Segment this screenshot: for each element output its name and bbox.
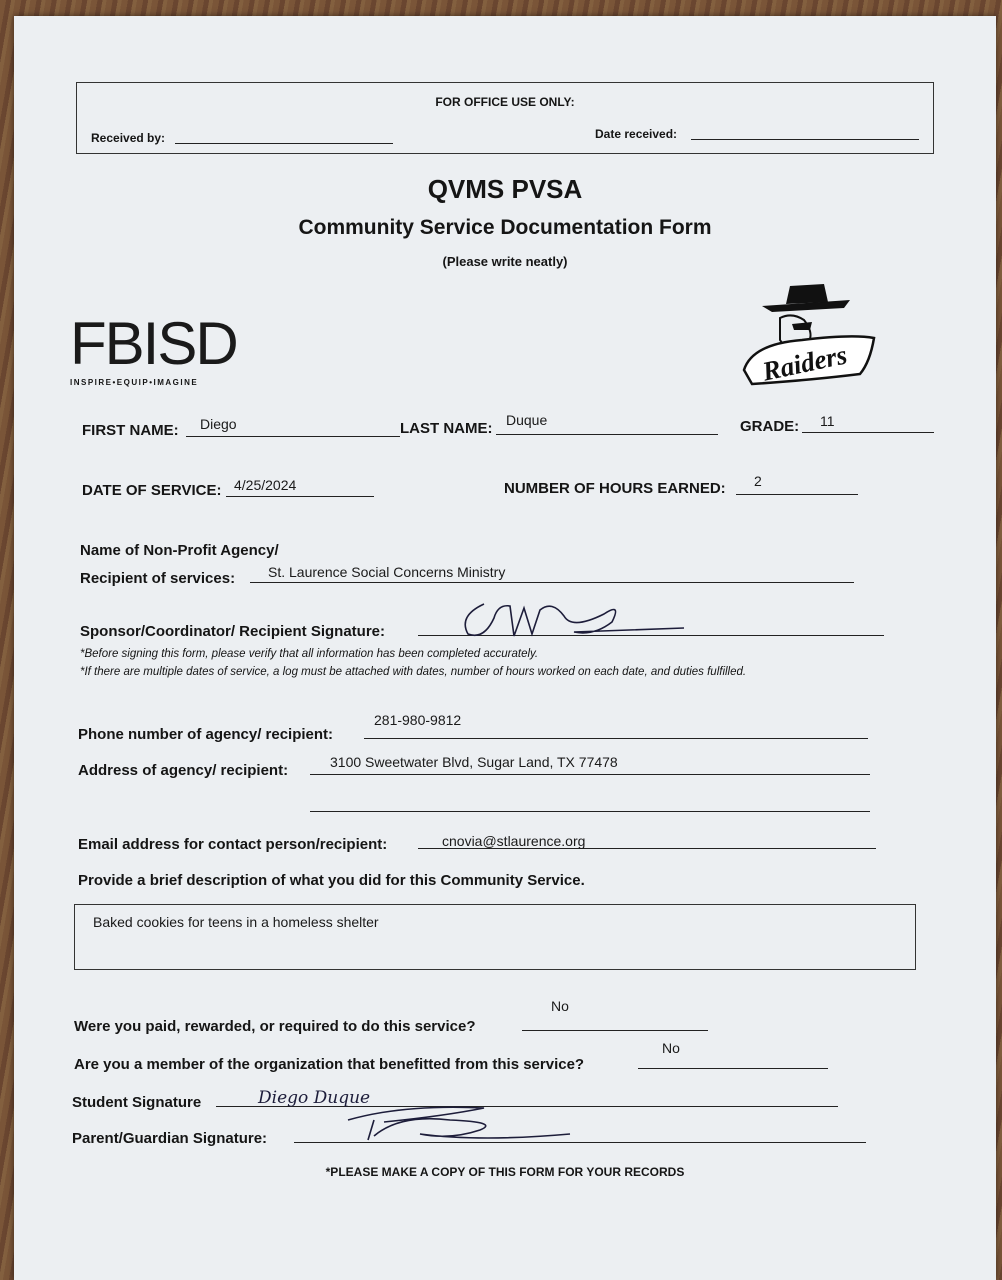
address-value[interactable]: 3100 Sweetwater Blvd, Sugar Land, TX 77478 <box>330 754 618 770</box>
description-value: Baked cookies for teens in a homeless shelter <box>93 914 379 930</box>
agency-name-value[interactable]: St. Laurence Social Concerns Ministry <box>268 564 506 580</box>
received-by-line[interactable] <box>175 143 393 144</box>
date-received-label: Date received: <box>595 127 678 141</box>
multiple-dates-note: *If there are multiple dates of service, a log must be attached with dates, number of hours worked on each date, and duties fulfilled. <box>80 666 747 678</box>
grade-label: GRADE: <box>740 418 800 435</box>
address-label: Address of agency/ recipient: <box>78 762 289 779</box>
agency-name-label-2: Recipient of services: <box>80 570 236 587</box>
raiders-mascot-logo <box>732 278 882 388</box>
hours-earned-value[interactable]: 2 <box>754 473 762 489</box>
fbisd-tagline: INSPIRE•EQUIP•IMAGINE <box>70 378 199 387</box>
phone-label: Phone number of agency/ recipient: <box>78 726 334 743</box>
date-of-service-line <box>226 496 374 497</box>
phone-value[interactable]: 281-980-9812 <box>374 712 462 728</box>
date-of-service-label: DATE OF SERVICE: <box>82 482 222 499</box>
parent-signature-scribble[interactable] <box>360 1112 580 1146</box>
hours-earned-line <box>736 494 858 495</box>
description-prompt: Provide a brief description of what you did for this Community Service. <box>78 872 585 889</box>
sponsor-signature-label: Sponsor/Coordinator/ Recipient Signature: <box>80 623 386 640</box>
raiders-logo-text: Raiders <box>759 339 850 387</box>
paid-question-label: Were you paid, rewarded, or required to do this service? <box>74 1018 476 1035</box>
member-answer-line <box>638 1068 828 1069</box>
last-name-value[interactable]: Duque <box>506 412 548 428</box>
sponsor-signature-scribble[interactable] <box>454 596 694 642</box>
footer-note: *PLEASE MAKE A COPY OF THIS FORM FOR YOUR RECORDS <box>325 1165 685 1179</box>
paid-answer-line <box>522 1030 708 1031</box>
date-received-line[interactable] <box>691 139 919 140</box>
grade-value[interactable]: 11 <box>820 413 835 429</box>
fbisd-logo-text: FBISD <box>70 310 237 377</box>
agency-name-label-1: Name of Non-Profit Agency/ <box>80 542 279 559</box>
member-question-label: Are you a member of the organization that benefitted from this service? <box>74 1056 585 1073</box>
date-of-service-value[interactable]: 4/25/2024 <box>234 477 297 493</box>
hours-earned-label: NUMBER OF HOURS EARNED: <box>504 480 726 497</box>
form-paper <box>14 16 996 1280</box>
form-title: QVMS PVSA <box>427 174 583 204</box>
grade-line <box>802 432 934 433</box>
form-subtitle: Community Service Documentation Form <box>298 216 712 239</box>
first-name-value[interactable]: Diego <box>200 416 237 432</box>
paid-answer[interactable]: No <box>551 998 569 1014</box>
parent-signature-label: Parent/Guardian Signature: <box>72 1130 268 1147</box>
email-value[interactable]: cnovia@stlaurence.org <box>442 833 586 849</box>
fbisd-logo <box>70 310 237 387</box>
description-box[interactable] <box>74 904 916 970</box>
phone-line <box>364 738 868 739</box>
student-signature-label: Student Signature <box>72 1094 202 1111</box>
student-signature-value[interactable]: Diego Duque <box>258 1088 371 1108</box>
address-line-1 <box>310 774 870 775</box>
email-label: Email address for contact person/recipient: <box>78 836 388 853</box>
received-by-label: Received by: <box>91 131 166 145</box>
office-use-box <box>76 82 934 154</box>
verify-note: *Before signing this form, please verify that all information has been completed accurately. <box>80 648 539 660</box>
first-name-label: FIRST NAME: <box>82 422 179 439</box>
address-line-2[interactable] <box>310 811 870 812</box>
form-instruction: (Please write neatly) <box>442 254 568 269</box>
office-heading: FOR OFFICE USE ONLY: <box>435 95 575 109</box>
first-name-line <box>186 436 400 437</box>
last-name-label: LAST NAME: <box>400 420 493 437</box>
member-answer[interactable]: No <box>662 1040 680 1056</box>
last-name-line <box>496 434 718 435</box>
agency-name-line <box>250 582 854 583</box>
